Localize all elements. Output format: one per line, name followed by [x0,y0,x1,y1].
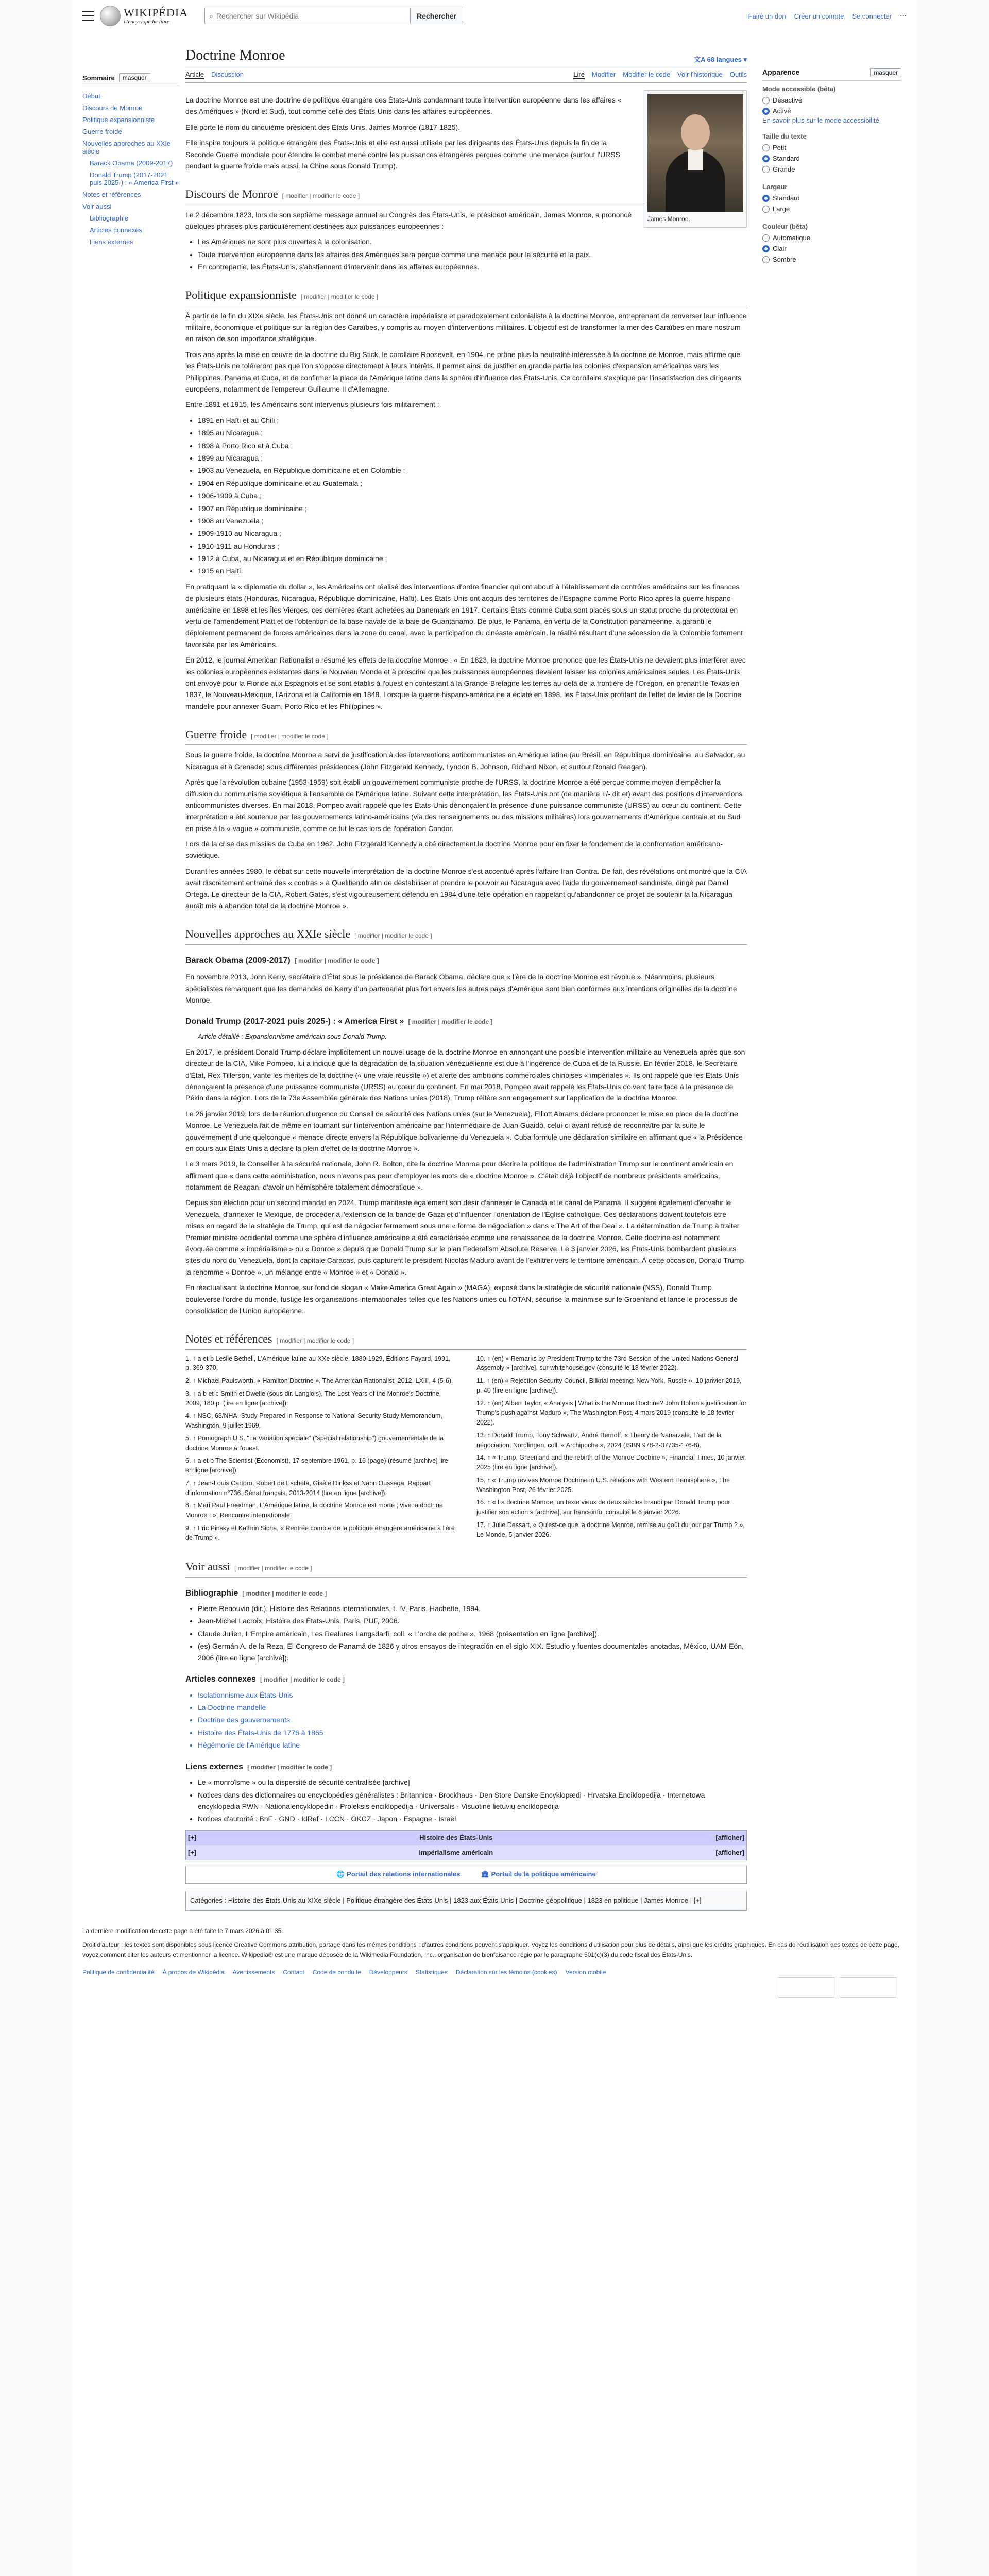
related-articles-list [198,1689,747,1751]
reference-item: 15. ↑ « Trump revives Monroe Doctrine in U.S. relations with Western Hemisphere », The Washington Post, 26 février 2025. [476,1476,730,1494]
paragraph: Le 3 mars 2019, le Conseiller à la sécurité nationale, John R. Bolton, cite la doctrine Monroe pour décrire la politique de l'administration Trump sur le continent américain en affirmant que « dans cette administration, nous n'avons pas peur d'employer les mots de « doctrine Monroe ». C'était déjà l'objectif de nombreux présidents américains, notamment de Reagan, d'avoir un hémisphère totalement démocratique ». [185,1160,734,1192]
section-heading [185,725,747,745]
intro-paragraph: Elle inspire toujours la politique étrangère des États-Unis et elle est aussi utilisée par les dirigeants des États-Unis depuis la fin de la Seconde Guerre mondiale pour étendre le combat mené contre les puissances étrangères perçues comme une menace (surtout l'URSS pendant la guerre froide mais aussi, la Chine sous Donald Trump). [185,139,620,170]
references-list [185,1354,747,1545]
globe-icon [100,6,121,26]
radio-option[interactable] [762,232,901,243]
search-icon: ⌕ [209,11,213,20]
wikipedia-logo[interactable] [100,6,188,26]
radio-option[interactable] [762,164,901,175]
list-item: • 1915 en Haïti. [198,565,747,577]
related-article-link[interactable]: • Isolationnisme aux États-Unis [198,1689,747,1701]
tab-discussion[interactable]: Discussion [211,71,244,78]
portal-label: Portail de la politique américaine [491,1870,596,1878]
reference-item: 2. ↑ Michael Paulsworth, « Hamilton Doctrine ». The American Rationalist, 2012, LXIII, 4 (5-6). [185,1377,453,1385]
external-link-item[interactable]: • Le « monroïsme » ou la dispersité de sécurité centralisée [archive] [198,1776,747,1788]
infobox-caption: James Monroe. [647,215,690,223]
navbox [185,1830,747,1861]
license-text: Droit d'auteur : les textes sont disponibles sous licence Creative Commons attribution, partage dans les mêmes conditions ; d'autres conditions peuvent s'appliquer. Voyez les conditions d'utilisation pour plus de détails, ainsi que les crédits graphiques. En cas de réutilisation des textes de cette page, voyez comment citer les auteurs et mentionner la licence. Wikipedia® est une marque déposée de la Wikimedia Foundation, Inc., organisation de bienfaisance régie par le paragraphe 501(c)(3) du code fiscal des États-Unis. [82,1941,900,1959]
paragraph: En réactualisant la doctrine Monroe, sur fond de slogan « Make America Great Again » (MAGA), exposé dans la stratégie de sécurité nationale (NSS), Donald Trump bouleverse l'ordre du monde, fustige les organisations internationales telles que les Nations unies ou l'OTAN, sécurise la mainmise sur le Groenland et lance le processus de consolidation de l'Union européenne. [185,1283,738,1315]
list-item: • En contrepartie, les États-Unis, s'abstiennent d'intervenir dans les affaires européennes. [198,261,747,273]
toc-hide-button[interactable]: masquer [119,73,150,82]
edit-section-link[interactable]: [ modifier | modifier le code ] [408,1018,493,1026]
paragraph: Sous la guerre froide, la doctrine Monroe a servi de justification à des interventions anticommunistes en Amérique latine (au Brésil, en République dominicaine, au Salvador, au Nicaragua et à Grenade) sous différentes présidences (John Fitzgerald Kennedy, Lyndon B. Johnson, Richard Nixon, et surtout Ronald Reagan). [185,751,745,771]
radio-label: Standard [773,155,800,162]
radio-icon [762,195,770,202]
edit-section-link[interactable]: [ modifier | modifier le code ] [300,293,379,301]
intro-paragraph: La doctrine Monroe est une doctrine de politique étrangère des États-Unis condamnant toute intervention européenne dans les affaires « des Amériques » (Nord et Sud), tout comme celle des États-Unis dans les affaires européennes. [185,96,622,116]
paragraph: Lors de la crise des missiles de Cuba en 1962, John Fitzgerald Kennedy a cité directement la doctrine Monroe pour en fixer le fondement de la confrontation américano-soviétique. [185,840,723,860]
appearance-section [762,223,901,265]
appearance-section [762,183,901,214]
page-tabs [185,67,747,83]
edit-section-link[interactable]: [ modifier | modifier le code ] [276,1337,354,1345]
radio-label: Large [773,205,790,213]
radio-option[interactable] [762,106,901,116]
tab-edit-source[interactable]: Modifier le code [623,71,671,78]
radio-icon [762,234,770,242]
search-placeholder: Rechercher sur Wikipédia [216,12,299,20]
reference-item: 10. ↑ (en) « Remarks by President Trump to the 73rd Session of the United Nations General Assembly » [archive], sur whitehouse.gov (consulté le 18 février 2022). [476,1354,738,1372]
list-item: • Les Amériques ne sont plus ouvertes à la colonisation. [198,236,747,247]
toc-item[interactable]: Début [82,92,100,100]
appearance-panel [747,32,901,1911]
tab-edit[interactable]: Modifier [591,71,616,78]
subsection-heading [185,1673,747,1686]
edit-section-link[interactable]: [ modifier | modifier le code ] [260,1676,345,1684]
related-article-link[interactable]: • Histoire des États-Unis de 1776 à 1865 [198,1727,747,1738]
edit-section-link[interactable]: [ modifier | modifier le code ] [247,1763,332,1771]
radio-icon [762,155,770,162]
infobox [644,90,747,228]
radio-label: Activé [773,107,791,115]
paragraph: Après que la révolution cubaine (1953-1959) soit établi un gouvernement communiste proche de l'URSS, la doctrine Monroe a été perçue comme moyen d'empêcher la diffusion du communisme soviétique à l'ensemble de l'Amérique latine. Suivant cette interprétation, les États-Unis ont (de manière +/- dit et) avant des positions d'interventions anticommunistes diverses. En mai 2018, Pompeo avait rappelé que les États-Unis dénonçaient la présence d'une puissance communiste (URSS) au cœur du continent. Cette interprétation a été soutenue par les gouvernements latino-américains (via des renseignements ou des missions militaires) lors gouvernements d'Amérique centrale et du Sud en prise à la « vague » communiste, comme ce fut le cas lors de l'opération Condor. [185,778,743,833]
section-title: Nouvelles approches au XXIe siècle [185,927,351,941]
tab-history[interactable]: Voir l'historique [677,71,723,78]
language-count: 68 langues [707,56,742,63]
search-form [204,8,463,24]
external-link-item[interactable]: • Notices dans des dictionnaires ou encyclopédies généralistes : Britannica · Brockhaus · Den Store Danske Encyklopædi · Hrvatska Enciklopedija · Internetowa encyklopedia PWN · Nationalencyklopedin · Proleksis enciklopedija · Universalis · Visuotinė lietuvių enciklopedija [198,1789,747,1812]
language-button[interactable]: 文A 68 langues ▾ [694,56,747,63]
navbox-row[interactable]: [+] Histoire des États-Unis [afficher] [186,1831,746,1845]
intervention-list [198,415,747,577]
navbox-title: Histoire des États-Unis [419,1833,493,1841]
toc-item[interactable]: Discours de Monroe [82,104,143,112]
radio-icon [762,108,770,115]
radio-option[interactable] [762,142,901,153]
radio-label: Petit [773,144,787,151]
appearance-sections [762,85,901,265]
paragraph: Entre 1891 et 1915, les Américains sont intervenus plusieurs fois militairement : [185,400,439,409]
subsection-heading [185,1587,747,1600]
radio-label: Standard [773,194,800,202]
intro-paragraph: Elle porte le nom du cinquième président des États-Unis, James Monroe (1817-1825). [185,123,461,131]
related-article-link[interactable]: • Doctrine des gouvernements [198,1714,747,1725]
list-item: • Toute intervention européenne dans les affaires des Amériques sera perçue comme une menace pour la sécurité et la paix. [198,249,747,260]
portal-bar [185,1866,747,1884]
subsection-heading [185,1015,747,1028]
reference-item: 6. ↑ a et b The Scientist (Economist), 17 septembre 1961, p. 16 (page) (résumé [archive] lire en ligne [archive]). [185,1457,448,1475]
radio-option[interactable] [762,254,901,265]
article-body [185,83,747,1911]
radio-option[interactable] [762,193,901,204]
radio-label: Sombre [773,256,796,263]
section-heading [185,1330,747,1349]
list-item: • 1898 à Porto Rico et à Cuba ; [198,440,747,451]
reference-item: 3. ↑ a b et c Smith et Dwelle (sous dir. Langlois), The Lost Years of the Monroe's Doctrine, 2009, 180 p. (lire en ligne [archive]). [185,1389,441,1407]
toc-item[interactable]: Politique expansionniste [82,116,155,124]
toc-item[interactable]: Voir aussi [82,202,112,210]
edit-section-link[interactable]: [ modifier | modifier le code ] [234,1565,312,1572]
radio-option[interactable] [762,153,901,164]
section-title: Notes et références [185,1332,272,1346]
list-item: • 1907 en République dominicaine ; [198,503,747,514]
edit-section-link[interactable]: [ modifier | modifier le code ] [294,957,379,964]
bibliography-item: • Claude Julien, L'Empire américain, Les Realures Langsdarfi, coll. « L'ordre de poche », 1968 (présentation en ligne [archive]). [198,1628,747,1639]
appearance-hide-button[interactable]: masquer [870,68,901,77]
reference-item: 7. ↑ Jean-Louis Cartoro, Robert de Escheta, Gisèle Dinkss et Nahn Oussaga, Rappart d'information n°736, Sénat français, 2013-2014 (lire en ligne [archive]). [185,1479,431,1497]
footer-links [82,1968,907,1977]
reference-item: 13. ↑ Donald Trump, Tony Schwartz, André Bernoff, « Theory de Nanarzale, L'art de la négociation, Nordlingen, coll. « Archipoche », 2024 (ISBN 978-2-37735-176-8). [476,1431,722,1449]
radio-option[interactable] [762,204,901,214]
edit-section-link[interactable]: [ modifier | modifier le code ] [242,1589,327,1597]
page-title-bar [185,32,747,67]
list-item: • 1891 en Haïti et au Chili ; [198,415,747,426]
edit-section-link[interactable]: [ modifier | modifier le code ] [282,192,360,200]
main-content [185,32,747,1911]
footer-link[interactable]: Code de conduite [312,1968,361,1976]
reference-item: 14. ↑ « Trump, Greenland and the rebirth of the Monroe Doctrine », Financial Times, 10 janvier 2025 (lire en ligne [archive]). [476,1454,745,1471]
radio-label: Clair [773,245,787,252]
reference-item: 12. ↑ (en) Albert Taylor, « Analysis | What is the Monroe Doctrine? John Bolton's justification for Trump's push against Maduro », The Washington Post, 4 mars 2019 (consulté le 18 février 2022). [476,1399,747,1427]
footer-link[interactable]: Statistiques [415,1968,448,1976]
list-item: • 1912 à Cuba, au Nicaragua et en République dominicaine ; [198,553,747,564]
reference-item: 5. ↑ Pomograph U.S. "La Variation spéciale" ("special relationship") gouvernementale de la doctrine Monroe à l'ouest. [185,1434,444,1452]
toc-item[interactable]: Articles connexes [90,226,142,234]
paragraph: Le 26 janvier 2019, lors de la réunion d'urgence du Conseil de sécurité des Nations unies (sur le Venezuela), Elliott Abrams déclare prononcer le mise en place de la doctrine Monroe. Le Venezuela fait de même en tournant sur l'intervention américaine par l'intermédiaire de Juan Guaidó, celui-ci ayant refusé de reconnaître par la suite le gouvernement d'une quelconque « menace directe envers la République bolivarienne du Venezuela ». Cuba formule une déclaration similaire en affirmant que « la Présidence en cours aux États-Unis a déclaré la plein d'effet de la doctrine Monroe ». [185,1109,743,1153]
toc-item[interactable]: Nouvelles approches au XXIe siècle [82,140,171,155]
portal-label: Portail des relations internationales [347,1870,461,1878]
bullet-list [198,236,747,273]
radio-icon [762,144,770,151]
bibliography-item: • (es) Germán A. de la Reza, El Congreso de Panamá de 1826 y otros ensayos de integración en el siglo XIX. Estudio y fuentes documentales anotadas, México, UAM-Eón, 2006 (lire en ligne [archive]). [198,1640,747,1664]
page-title: Doctrine Monroe [185,47,285,63]
footer-link[interactable]: À propos de Wikipédia [162,1968,225,1976]
related-article-link[interactable]: • La Doctrine mandelle [198,1702,747,1713]
footer-link[interactable]: Contact [283,1968,304,1976]
search-input[interactable] [204,8,411,24]
radio-label: Désactivé [773,96,803,104]
page [72,0,917,2576]
list-item: • 1908 au Venezuela ; [198,515,747,527]
portal-link[interactable]: 🏛 Portail de la politique américaine [481,1870,596,1878]
radio-icon [762,245,770,252]
appearance-section [762,85,901,124]
list-item: • 1903 au Venezuela, en République dominicaine et en Colombie ; [198,465,747,476]
radio-icon [762,206,770,213]
paragraph: En pratiquant la « diplomatie du dollar », les Américains ont réalisé des interventions d'ordre financier qui ont abouti à l'établissement de contrôles américains sur les finances de plusieurs états (Honduras, Nicaragua, République dominicaine, Haïti). Les États-Unis ont acquis des territoires de l'Espagne comme Porto Rico après la guerre hispano-américaine en 1898 et les Îles Vierges, ces dernières étant achetées au Danemark en 1917. Certains États comme Cuba sont placés sous un statut proche du protectorat en vertu de l'amendement Platt et de l'obtention de la base navale de la baie de Guantánamo. De plus, le Panama, en vertu de la Constitution panaméenne, a garanti le déploiement permanent de forces américaines dans la zone du canal, avec la participation du cinéaste américain, la réalité résultant d'une sécession de la Colombie fortement favorisée par les Américains. [185,582,743,649]
appearance-section-label: Largeur [762,183,788,191]
footer-link[interactable]: Déclaration sur les témoins (cookies) [455,1968,557,1976]
mediawiki-badge[interactable] [840,1977,896,1998]
create-account-link[interactable]: Créer un compte [794,12,844,20]
paragraph: En 2017, le président Donald Trump déclare implicitement un nouvel usage de la doctrine Monroe en annonçant une possible intervention militaire au Venezuela après que son directeur de la CIA, Mike Pompeo, lui a indiqué que la dégradation de la situation vénézuélienne est due à l'ingérence de Cuba et de la Russie. En février 2018, le Secrétaire d'État, Rex Tillerson, vante les mérites de la doctrine (« une vraie réussite ») et alerte des ambitions commerciales chinoises « impériales ». Ils ont rappelé que les États-Unis dénonçaient la présence d'une puissance communiste (URSS) au cœur du continent. En mai 2018, Pompeo avait rappelé les États-Unis doivent faire face à la présence de Pékin dans la région. Lors de la 73e Assemblée générale des Nations unies (2018), Trump réitère son engagement sur l'application de la doctrine Monroe. [185,1047,745,1103]
appearance-note-link[interactable]: En savoir plus sur le mode accessibilité [762,116,879,124]
radio-label: Automatique [773,234,810,242]
login-link[interactable]: Se connecter [852,12,892,20]
paragraph: Le 2 décembre 1823, lors de son septième message annuel au Congrès des États-Unis, le président américain, James Monroe, a prononcé quelques phrases plus particulièrement destinées aux puissances européennes : [185,210,632,230]
site-tagline: L'encyclopédie libre [124,19,169,25]
navbox-title: Impérialisme américain [419,1848,493,1856]
subsection-title: Articles connexes [185,1675,256,1684]
categories-box[interactable]: Catégories : Histoire des États-Unis au XIXe siècle | Politique étrangère des États-Unis | 1823 aux États-Unis | Doctrine géopolitique | 1823 en politique | James Monroe | [+] [185,1891,747,1911]
paragraph: Trois ans après la mise en œuvre de la doctrine du Big Stick, le corollaire Roosevelt, en 1904, ne prône plus la neutralité intéressée à la doctrine de Monroe, mais affirme que les États-Unis ne toléreront pas que l'on s'oppose directement à leurs intérêts. Il permet ainsi de justifier en grande partie les colonies d'expansion américaines vers les Philippines, Panama et Cuba, et de confirmer la place de l'Amérique latine dans la sphère d'influence des États-Unis. Ce corollaire s'explique par l'insatisfaction des dirigeants européens, notamment de l'empereur Guillaume II d'Allemagne. [185,350,742,394]
toc-item[interactable]: Guerre froide [82,128,122,135]
user-links [748,12,907,20]
tab-tools[interactable]: Outils [729,71,747,78]
section-title: Guerre froide [185,728,247,741]
radio-option[interactable] [762,95,901,106]
toc-item[interactable]: Liens externes [90,238,133,246]
subsection-heading [185,1760,747,1774]
site-name: WIKIPÉDIA [124,6,189,19]
paragraph: Depuis son élection pour un second mandat en 2024, Trump manifeste également son désir d'annexer le Canada et le canal de Panama. Il suggère également d'envahir le Venezuela, d'annexer le Mexique, de procéder à l'extension de la bande de Gaza et d'influencer l'orientation de l'Église catholique. Ces déclarations doivent toutefois être mises en regard de la stratégie de Trump, qui est de négocier fermement sous une « forme de négociation » dans « The Art of the Deal ». La détermination de Trump à traiter Premier ministre occidental comme une sphère d'influence américaine a été caractérisée comme une renaissance de la doctrine Monroe. Cette doctrine est notamment évoquée comme « impérialisme » ou « Donroe » depuis que Donald Trump sur le plan Federalism Absolute Reserve. Le 3 janvier 2026, les États-Unis bombardent plusieurs sites du nord du Venezuela, dont la capitale Caracas, puis capturent le président Nicolás Maduro avant de l'exfiltrer vers le territoire américain. À cette occasion, Donald Trump la renomme « Donroe », un mélange entre « Monroe » et « Donald ». [185,1198,744,1276]
footer-link[interactable]: Politique de confidentialité [82,1968,155,1976]
section-title: Politique expansionniste [185,289,297,302]
edit-section-link[interactable]: [ modifier | modifier le code ] [354,932,432,940]
paragraph: En 2012, le journal American Rationalist a résumé les effets de la doctrine Monroe : « En 1823, la doctrine Monroe prononce que les États-Unis ne devaient plus interférer avec les colonies européennes existantes dans le Nouveau Monde et à proscrire que les puissances européennes devaient laisser les colonies américaines seules. Les États-Unis ont envoyé pour la Floride aux Espagnols et se sont établis à l'ouest en contestant à la Grande-Bretagne les terres au-delà de la frontière de l'Oregon, en prenant le Texas en 1837, le Nouveau-Mexique, l'Arizona et la Californie en 1848. Lorsque la guerre hispano-américaine a éclaté en 1898, les États-Unis profitant de l'effet de levier de la Doctrine mandelle pour annexer Guam, Porto Rico et les Philippines ». [185,656,746,710]
toc-list [82,90,180,248]
list-item: • 1909-1910 au Nicaragua ; [198,528,747,539]
portrait-image[interactable] [647,94,743,212]
hatnote[interactable]: Article détaillé : Expansionnisme américain sous Donald Trump. [198,1032,387,1040]
toc-item[interactable]: Donald Trump (2017-2021 puis 2025-) : « America First » [90,171,179,187]
radio-icon [762,256,770,263]
wikimedia-badge[interactable] [778,1977,834,1998]
external-links-list [198,1776,747,1825]
footer-badges [778,1977,896,1998]
related-article-link[interactable]: • Hégémonie de l'Amérique latine [198,1739,747,1751]
search-button[interactable]: Rechercher [411,8,463,24]
reference-item: 9. ↑ Eric Pinsky et Kathrin Sicha, « Rentrée compte de la politique étrangère américaine à l'ère de Trump ». [185,1524,455,1541]
subsection-title: Bibliographie [185,1588,238,1598]
bibliography-item: • Jean-Michel Lacroix, Histoire des États-Unis, Paris, PUF, 2006. [198,1615,747,1626]
section-title: Voir aussi [185,1560,230,1573]
list-item: • 1906-1909 à Cuba ; [198,490,747,501]
footer-link[interactable]: Version mobile [565,1968,606,1976]
toc-item[interactable]: Bibliographie [90,214,129,222]
list-item: • 1899 au Nicaragua ; [198,452,747,464]
site-header [72,0,917,32]
appearance-section-label: Taille du texte [762,132,807,140]
toc-title: Sommaire [82,74,115,82]
reference-item: 11. ↑ (en) « Rejection Security Council, Bilkrial meeting: New York, Russie », 10 janvier 2019, p. 40 (lire en ligne [archive]). [476,1377,742,1394]
subsection-heading [185,954,747,968]
bibliography-list [198,1603,747,1664]
portal-link[interactable]: 🌐 Portail des relations internationales [336,1870,461,1878]
toc-item[interactable]: Barack Obama (2009-2017) [90,159,173,167]
main-menu-icon[interactable] [82,11,94,21]
subsection-title: Donald Trump (2017-2021 puis 2025-) : « America First » [185,1017,404,1026]
section-title: Discours de Monroe [185,188,278,201]
radio-label: Grande [773,165,795,173]
section-heading [185,925,747,944]
external-link-item[interactable]: • Notices d'autorité : BnF · GND · IdRef · LCCN · OKCZ · Japon · Espagne · Israël [198,1813,747,1824]
footer-link[interactable]: Avertissements [232,1968,275,1976]
appearance-section-label: Couleur (bêta) [762,223,808,230]
paragraph: En novembre 2013, John Kerry, secrétaire d'État sous la présidence de Barack Obama, déclare que « l'ère de la doctrine Monroe est révolue ». Néanmoins, plusieurs spécialistes remarquent que les demandes de Kerry d'un partenariat plus fort envers les autres pays d'Amérique sont bien conformes aux intentions originelles de la doctrine Monroe. [185,973,737,1004]
more-options-icon[interactable]: ⋯ [900,12,907,20]
appearance-section [762,132,901,175]
subsection-title: Liens externes [185,1762,244,1771]
tab-read[interactable]: Lire [573,71,585,78]
paragraph: Durant les années 1980, le débat sur cette nouvelle interprétation de la doctrine Monroe s'est accentué après l'affaire Iran-Contra. De fait, des révélations ont montré que la CIA avait discrètement entraîné des « contras » à Quelifiendo afin de déstabiliser et prendre le pouvoir au Nicaragua avec l'aide du gouvernement sandiniste, dirigé par Daniel Ortega. Le directeur de la CIA, Robert Gates, s'est vigoureusement défendu en 1984 d'une telle opération en rappelant qu'abandonner ce projet de soutenir la la Nicaragua aurait mis à abandon total de la doctrine Monroe ». [185,867,747,910]
reference-item: 16. ↑ « La doctrine Monroe, un texte vieux de deux siècles brandi par Donald Trump pour justifier son action » [archive], sur franceinfo, consulté le 6 janvier 2026. [476,1499,730,1516]
list-item: • 1895 au Nicaragua ; [198,427,747,438]
radio-icon [762,97,770,104]
list-item: • 1910-1911 au Honduras ; [198,540,747,552]
tab-article[interactable]: Article [185,71,204,78]
navbox-row[interactable]: [+] Impérialisme américain [afficher] [186,1845,746,1860]
paragraph: À partir de la fin du XIXe siècle, les États-Unis ont donné un caractère impérialiste et paradoxalement colonialiste à la doctrine Monroe, entreprenant de renverser leur influence militaire, économique et politique sur la région des Caraïbes, y compris au moyen d'interventions militaires. L'objectif est de transformer la mer des Caraïbes en mare nostrum en raison de son importance stratégique. [185,311,747,343]
section-heading [185,286,747,306]
reference-item: 17. ↑ Julie Dessart, « Qu'est-ce que la doctrine Monroe, remise au goût du jour par Trump ? », Le Monde, 5 janvier 2026. [476,1521,745,1538]
bibliography-item: • Pierre Renouvin (dir.), Histoire des Relations internationales, t. IV, Paris, Hachette, 1994. [198,1603,747,1614]
subsection-title: Barack Obama (2009-2017) [185,956,291,965]
reference-item: 8. ↑ Mari Paul Freedman, L'Amérique latine, la doctrine Monroe est morte ; vive la doctrine Monroe ! », Rencontre internationale. [185,1502,443,1519]
last-modified: La dernière modification de cette page a été faite le 7 mars 2026 à 01:35. [82,1927,283,1935]
toc-sidebar [82,32,185,1911]
radio-option[interactable] [762,243,901,254]
section-heading [185,1557,747,1577]
list-item: • 1904 en République dominicaine et au Guatemala ; [198,478,747,489]
donate-link[interactable]: Faire un don [748,12,786,20]
toc-item[interactable]: Notes et références [82,191,141,198]
edit-section-link[interactable]: [ modifier | modifier le code ] [251,733,329,740]
radio-icon [762,166,770,173]
page-footer [72,1911,917,1988]
appearance-section-label: Mode accessible (bêta) [762,85,836,93]
reference-item: 1. ↑ a et b Leslie Bethell, L'Amérique latine au XXe siècle, 1880-1929, Éditions Fayard, 1991, p. 369-370. [185,1354,451,1372]
footer-link[interactable]: Développeurs [369,1968,407,1976]
reference-item: 4. ↑ NSC, 68/NHA, Study Prepared in Response to National Security Study Memorandum, Washington, 9 juillet 1969. [185,1412,442,1430]
appearance-title: Apparence [762,68,800,76]
